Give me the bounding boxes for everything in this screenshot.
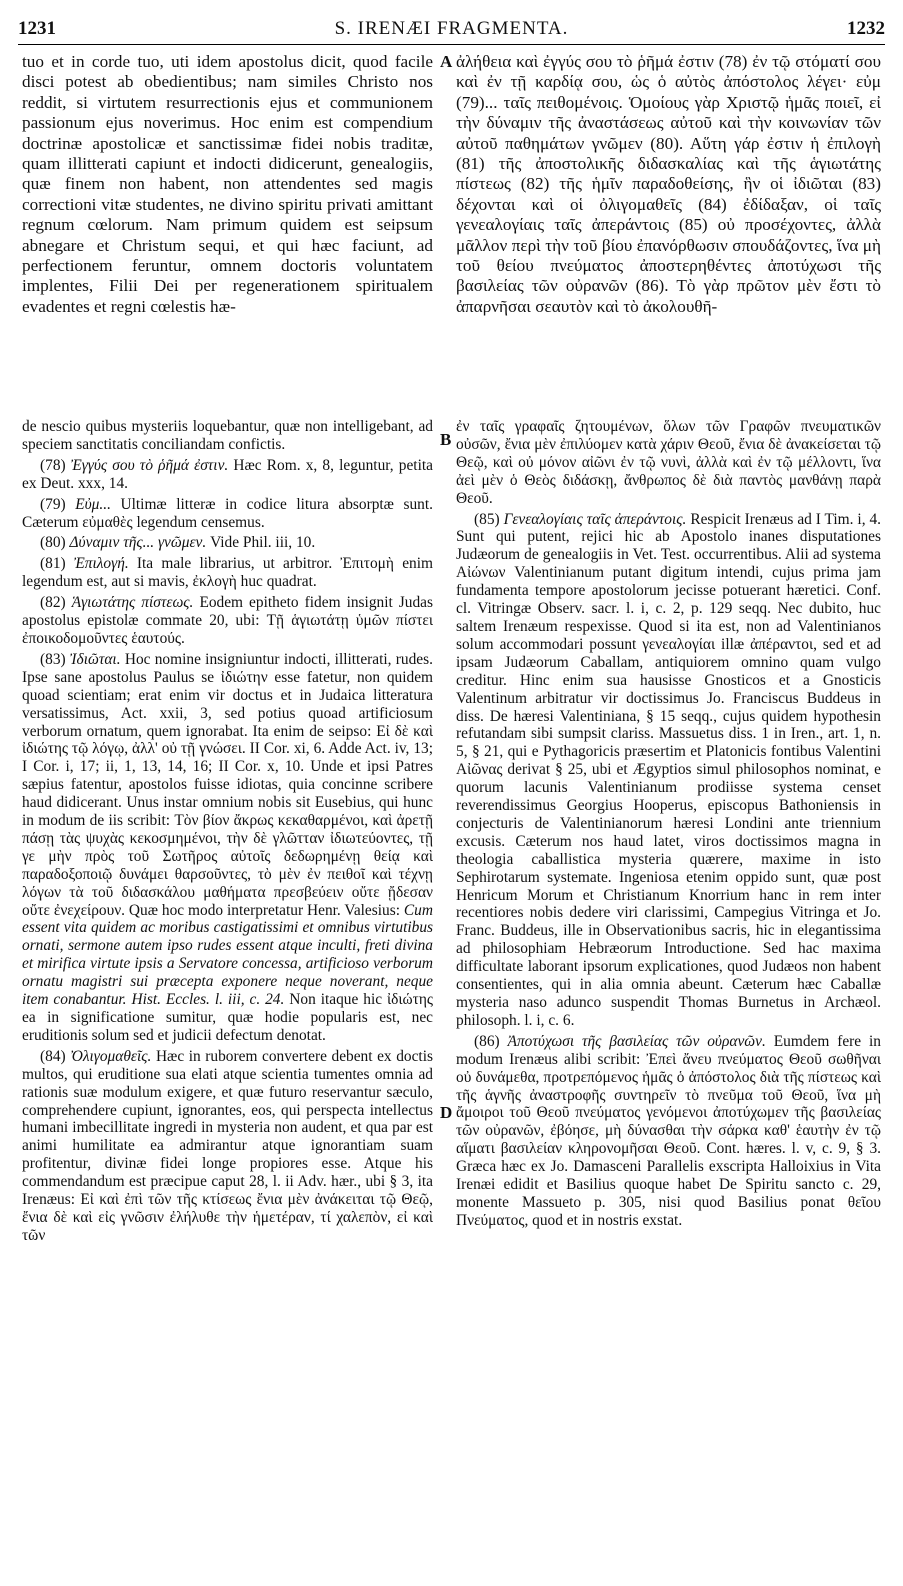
footnote-80 <box>22 534 433 552</box>
footnote-82 <box>22 594 433 648</box>
footnote-lemma: Ἀποτύχωσι τῆς βασιλείας τῶν οὐρανῶν. <box>507 1032 766 1050</box>
footnote-lemma: Γενεαλογίαις ταῖς ἀπεράντοις. <box>503 510 687 528</box>
footnote-text: Vide Phil. iii, 10. <box>210 534 316 552</box>
footnote-lemma: Ἁγιωτάτης πίστεως. <box>71 594 194 612</box>
footnote-text: Respicit Irenæus ad I Tim. i, 4. Sunt qui putent, rejici hic ab Apostolo inanes disputationes Judæorum de genealogiis in Vet. Test. occurrentibus. Alii ad systema Αἰώνων Valentinianum putant digitum intendi, cujus prima jam fundamenta tempore apostolorum jecisse potuerant hæretici. Conf. cl. Vitringæ Observ. sacr. l. i, c. 2, p. 129 seqq. Nec dubito, huc saltem Irenæum respexisse. Quod si ita est, non ad Valentinianos solum accommodari possunt γενεαλογίαι illæ ἀπέραντοι, sed et ad ipsam Judæorum Caballam, antiquiorem omnino quam vulgo creditur. Hinc enim sua hausisse Gnosticos et a Gnosticis Valentinum arbitratur vir doctissimus Jo. Franciscus Buddeus in diss. De hæresi Valentiniana, § 15 seqq., cujus quidem hypothesin refutandam sibi sumpsit clariss. Massuetus diss. 1 in Iren., art. 1, n. 5, § 21, qui e Pythagoricis præsertim et Platonicis fontibus Valentini Αἰῶνας derivat § 25, ubi et Ægyptios simul philosophos nominat, e quorum lacunis Valentinianum prodiisse systema censet reverendissimus Georgius Hooperus, episcopus Bathoniensis in conjecturis de Valentinianorum hæresi Londini ante triennium excusis. Cæterum nos haud latet, viros doctissimos magna in theologia caballistica mysteria quærere, maxime in isto Sephirotarum systemate. Ingeniosa etenim oppido sunt, quæ post Henricum Morum et Christianum Knorrium hanc in rem inter recentiores nobis dedere viri clarissimi, Campegius Vitringa et Jo. Franc. Buddeus, ille in Observationibus sacris, hic in elegantissima ad philosophiam Hebræorum Introductione. Sed hac maxima difficultate laborant ipsorum explicationes, quod Judæos non habent consentientes, qui in alia omnia abeunt. Cæterum hæc Caballæ mysteria naso adunco suspendit Thomas Burnetus in Archæol. philosoph. l. i, c. 6. <box>456 510 881 1029</box>
notes-right-column <box>456 418 881 1568</box>
footnote-78 <box>22 457 433 493</box>
footnote-ref: (78) <box>40 456 66 474</box>
margin-marker-a: A <box>440 52 453 71</box>
greek-text: ἀλήθεια καὶ ἐγγύς σου τὸ ῥῆμά ἐστιν (78) ἐν τῷ στόματί σου καὶ ἐν τῇ καρδίᾳ σου, ὡς ὁ αὐτὸς ἀπόστολος λέγει· εὐμ (79)... ταῖς πειθομένοις. Ὁμοίους γὰρ Χριστῷ ἡμᾶς ποιεῖ, εἰ τὴν δύναμιν τῆς ἀναστάσεως αὐτοῦ καὶ τὴν κοινωνίαν τῶν αὐτοῦ παθημάτων γνῶμεν (80). Αὕτη γάρ ἐστιν ἡ ἐπιλογὴ (81) τῆς ἀποστολικῆς διδασκαλίας καὶ τῆς ἁγιωτάτης πίστεως (82) τῆς ἡμῖν παραδοθείσης, ἣν οἱ ἰδιῶται (83) δέχονται καὶ οἱ ὀλιγομαθεῖς (84) ἐδίδαξαν, οἱ ταῖς γενεαλογίαις ταῖς ἀπεράντοις (85) οὐ προσέχοντες, ἀλλὰ μᾶλλον περὶ τὴν τοῦ βίου ἐπανόρθωσιν σπουδάζοντες, ἵνα μὴ τοῦ θείου πνεύματος ἀποστερηθέντες ἀποτύχωσι τῆς βασιλείας τῶν οὐρανῶν (86). Τὸ γὰρ πρῶτον μὲν ἔστι τὸ ἀπαρνῆσαι σεαυτὸν καὶ τὸ ἀκολουθῆ- <box>456 52 881 316</box>
page-header <box>18 18 885 45</box>
footnote-85 <box>456 511 881 1030</box>
footnote-lemma: Ἰδιῶται. <box>69 650 121 668</box>
footnote-ref: (80) <box>40 534 66 552</box>
page-number-left: 1231 <box>18 18 56 39</box>
notes-left-column <box>22 418 433 1568</box>
footnote-text: Eumdem fere in modum Irenæus alibi scribit: Ἐπεὶ ἄνευ πνεύματος Θεοῦ σωθῆναι οὐ δυνάμεθα, προτρεπόμενος ἡμᾶς ὁ ἀπόστολος διὰ τῆς πίστεως καὶ τῆς ἁγνῆς ἀναστροφῆς συντηρεῖν τὸ πνεῦμα τοῦ Θεοῦ, ἵνα μὴ ἄμοιροι τοῦ Θεοῦ πνεύματος γενόμενοι ἀποτύχωμεν τῆς βασιλείας τῶν οὐρανῶν, ἐβόησε, μὴ δύνασθαι τὴν σάρκα καθ' ἑαυτὴν ἐν τῷ αἵματι βασιλείαν κληρονομῆσαι Θεοῦ. Cont. hæres. l. v, c. 9, § 3. Græca hæc ex Jo. Damasceni Parallelis exscripta Halloixius in Vita Irenæi edidit et Basilius quoque habet De Spiritu sancto c. 29, monente Massueto p. 305, nisi quod Basilius ponat θεῖου Πνεύματος, quod et in nostris exstat. <box>456 1032 881 1229</box>
footnote-text: Ultimæ litteræ in codice litura absorptæ sunt. Cæterum εὐμαθὲς legendum censemus. <box>22 495 433 531</box>
footnote-ref: (86) <box>474 1032 500 1050</box>
notes-right-intro: ἐν ταῖς γραφαῖς ζητουμένων, ὅλων τῶν Γραφῶν πνευματικῶν οὐσῶν, ἔνια μὲν ἐπιλύομεν κατὰ χάριν Θεοῦ, ἔνια δὲ ἀνακείσεται τῷ Θεῷ, καὶ οὐ μόνον αἰῶνι ἐν τῷ νυνὶ, ἀλλὰ καὶ ἐν τῷ μέλλοντι, ἵνα ἀεὶ μὲν ὁ Θεὸς διδάσκῃ, ἄνθρωπος δὲ διὰ παντὸς μανθάνῃ παρὰ Θεοῦ. <box>456 418 881 507</box>
footnote-quote: Cum essent vita quidem ac moribus castigatissimi et omnibus virtutibus ornati, sermone autem ipso rudes essent atque inculti, freti divina et mirifica virtute ipsis a Servatore concessa, artificioso verborum ornatu magistri sui præcepta exponere neque noverant, neque item conabantur. Hist. Eccles. l. iii, c. 24. <box>22 901 433 1009</box>
running-title: S. IRENÆI FRAGMENTA. <box>334 18 569 39</box>
footnote-lemma: Εὐμ... <box>75 495 111 513</box>
footnote-text: Hæc in ruborem convertere debent ex doctis multos, qui eruditione sua elati atque scientia tumentes omnia ad rationis suæ modulum exigere, et quæ futuro reservantur sæculo, comprehendere cupiunt, ignorantes, eos, qui perspecta intellectus humani imbecillitate ingredi in mysteria non audent, et qua par est animi humilitate ea admirantur atque ignorantiam suam profitentur, divinæ fidei longe propiores esse. Atque his commendandum est præcipue caput 28, l. ii Adv. hær., ubi § 3, ita Irenæus: Εἰ καὶ ἐπὶ τῶν τῆς κτίσεως ἔνια μὲν ἀνάκειται τῷ Θεῷ, ἔνια δὲ καὶ εἰς γνῶσιν ἐλήλυθε τὴν ἡμετέραν, τί χαλεπὸν, εἰ καὶ τῶν <box>22 1047 433 1244</box>
greek-text-column <box>456 52 881 404</box>
footnote-83 <box>22 651 433 1045</box>
footnote-text: Ita male librarius, ut arbitror. Ἐπιτομὴ enim legendum est, aut si mavis, ἐκλογὴ huc quadrat. <box>22 555 433 591</box>
footnote-ref: (81) <box>40 555 66 573</box>
footnote-text-after: Non itaque hic ἰδιώτης ea in significatione sumitur, quæ hodie popularis est, nec eruditionis solum sed et judicii defectum denotat. <box>22 991 433 1044</box>
footnote-79 <box>22 496 433 532</box>
footnote-86 <box>456 1033 881 1230</box>
latin-text-column <box>22 52 433 404</box>
footnote-81 <box>22 555 433 591</box>
margin-marker-b: B <box>440 430 452 449</box>
page-number-right: 1232 <box>847 18 885 39</box>
footnote-lemma: Δύναμιν τῆς... γνῶμεν. <box>69 534 207 552</box>
footnote-84 <box>22 1048 433 1245</box>
footnote-ref: (85) <box>474 510 500 528</box>
footnote-ref: (82) <box>40 594 66 612</box>
footnote-lemma: Ἐγγύς σου τὸ ῥῆμά ἐστιν. <box>70 456 229 474</box>
margin-marker-d: D <box>440 1103 453 1122</box>
footnote-ref: (83) <box>40 650 66 668</box>
footnote-ref: (84) <box>40 1047 66 1065</box>
footnote-text: Hoc nomine insigniuntur indocti, illitterati, rudes. Ipse sane apostolus Paulus se ἰδιώτην esse fatetur, non quidem quoad scientiam; erat enim vir doctus et in Judaica litteratura versatissimus, Act. xxii, 3, sed potius quoad artificiosum verborum ornatum, quem ignorabat. Ita enim de seipso: Εἰ δὲ καὶ ἰδιώτης τῷ λόγῳ, ἀλλ' οὐ τῇ γνώσει. II Cor. xi, 6. Adde Act. iv, 13; I Cor. i, 17; ii, 1, 13, 14, 16; II Cor. x, 10. Unde et ipsi Patres sæpius fatentur, apostolos fuisse idiotas, quia concinne scribere haud didicerant. Unus instar omnium nobis sit Eusebius, qui hunc in modum de iis scribit: Τὸν βίον ἄκρως κεκαθαρμένοι, καὶ ἀρετῇ πάσῃ τὰς ψυχὰς κεκοσμημένοι, τὴν δὲ γλῶτταν ἰδιωτεύοντες, τῇ γε μὴν πρὸς τοῦ Σωτῆρος αὐτοῖς δεδωρημένῃ θείᾳ καὶ παραδοξοποιῷ δυνάμει θαρσοῦντες, τὸ μὲν ἐν πειθοῖ καὶ τέχνῃ λόγων τὰ τοῦ διδασκάλου μαθήματα πρεσβεύειν οὔτε ᾔδεσαν οὔτε ἐνεχείρουν. Quæ hoc modo interpretatur Henr. Valesius: <box>22 650 433 919</box>
latin-text: tuo et in corde tuo, uti idem apostolus dicit, quod facile disci potest ab obedientibus; nam similes Christo nos reddit, si virtutem resurrectionis ejus et communionem passionum ejus noverimus. Hoc enim est compendium doctrinæ apostolicæ et sanctissimæ fidei nobis traditæ, quam illitterati capiunt et indocti didicerunt, genealogiis, quæ finem non habent, non attendentes sed magis correctioni vitæ studentes, ne divino spiritu privati amittant regnum cœlorum. Nam primum quidem est seipsum abnegare et Christum sequi, et qui hæc faciunt, ad perfectionem feruntur, omnem doctoris voluntatem implentes, Filii Dei per regenerationem spiritualem evadentes et regni cœlestis hæ- <box>22 52 433 316</box>
footnote-ref: (79) <box>40 495 66 513</box>
footnote-text: Eodem epitheto fidem insignit Judas apostolus epistolæ commate 20, ubi: Τῇ ἁγιωτάτῃ ὑμῶν πίστει ἐποικοδομοῦντες ἑαυτούς. <box>22 594 433 647</box>
footnote-lemma: Ἐπιλογή. <box>73 555 129 573</box>
notes-left-intro: de nescio quibus mysteriis loquebantur, quæ non intelligebant, ad speciem sanctitatis conciliandam confictis. <box>22 418 433 453</box>
footnote-lemma: Ὀλιγομαθεῖς. <box>70 1047 152 1065</box>
footnote-text: Hæc Rom. x, 8, leguntur, petita ex Deut. xxx, 14. <box>22 456 433 492</box>
